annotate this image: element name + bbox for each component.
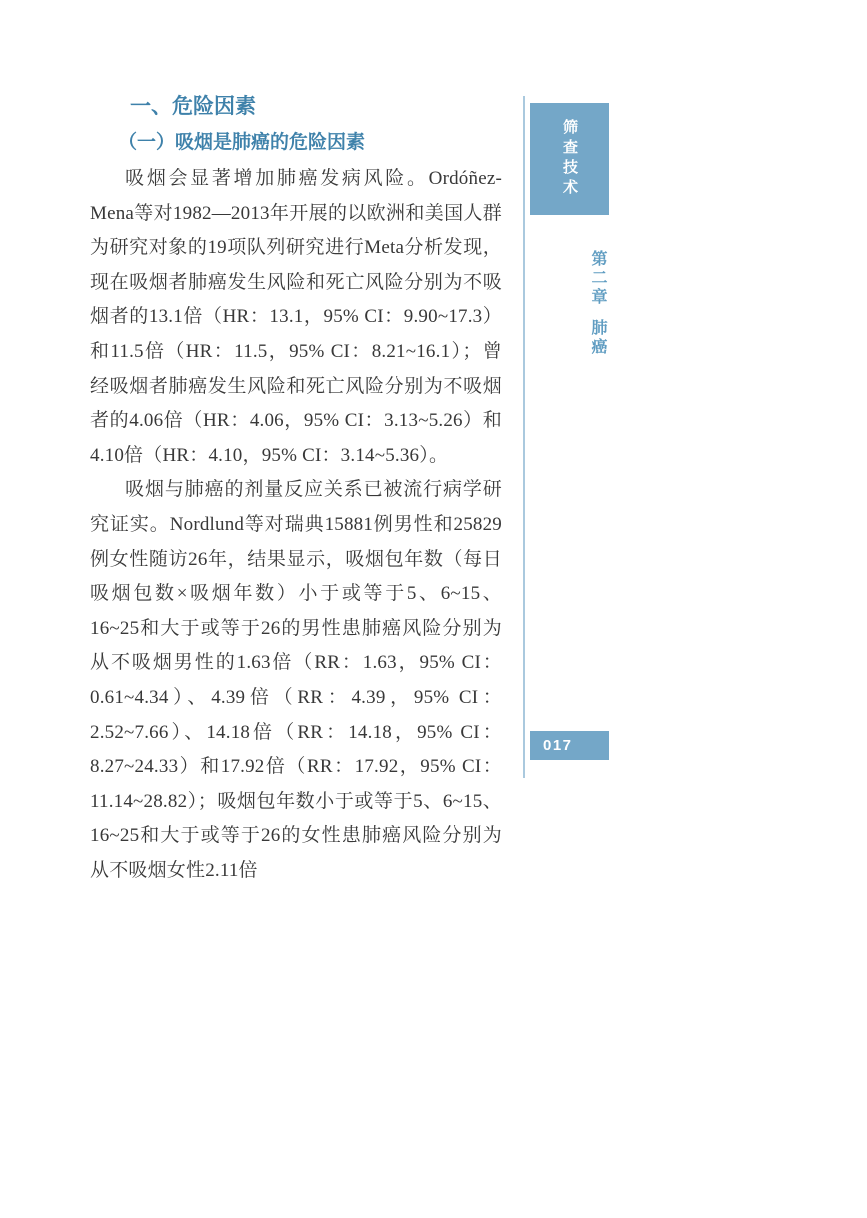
paragraph-smoking-risk: 吸烟会显著增加肺癌发病风险。Ordóñez-Mena等对1982—2013年开展的以欧洲和美国人群为研究对象的19项队列研究进行Meta分析发现，现在吸烟者肺癌发生风险和死亡风险分别为不吸烟者的13.1倍（HR：13.1，95% CI：9.90~17.3）和11.5倍（HR：11.5，95% CI：8.21~16.1）；曾经吸烟者肺癌发生风险和死亡风险分别为不吸烟者的4.06倍（HR：4.06，95% CI：3.13~5.26）和4.10倍（HR：4.10，95% CI：3.14~5.36）。 (90, 168, 502, 466)
chapter-title-text: 肺癌 (589, 318, 606, 357)
chapter-number-text: 第二章 (589, 249, 606, 307)
sidebar-divider-line (523, 96, 525, 778)
page-number-box (530, 731, 609, 760)
main-text-column (90, 94, 502, 888)
sidebar-tab-screening-technique (530, 103, 609, 215)
section-heading: 一、危险因素 (130, 95, 256, 118)
sidebar-tab-label: 筛查技术 (561, 119, 578, 199)
subsection-heading: （一）吸烟是肺癌的危险因素 (118, 132, 366, 153)
chapter-label (530, 238, 609, 368)
paragraph-dose-response: 吸烟与肺癌的剂量反应关系已被流行病学研究证实。Nordlund等对瑞典15881例男性和25829例女性随访26年，结果显示，吸烟包年数（每日吸烟包数×吸烟年数）小于或等于5、6~15、16~25和大于或等于26的男性患肺癌风险分别为从不吸烟男性的1.63倍（RR：1.63，95% CI：0.61~4.34）、4.39倍（RR：4.39，95% CI：2.52~7.66）、14.18倍（RR：14.18，95% CI：8.27~24.33）和17.92倍（RR：17.92，95% CI：11.14~28.82）；吸烟包年数小于或等于5、6~15、16~25和大于或等于26的女性患肺癌风险分别为从不吸烟女性2.11倍 (90, 479, 502, 881)
page-number: 017 (543, 737, 573, 754)
